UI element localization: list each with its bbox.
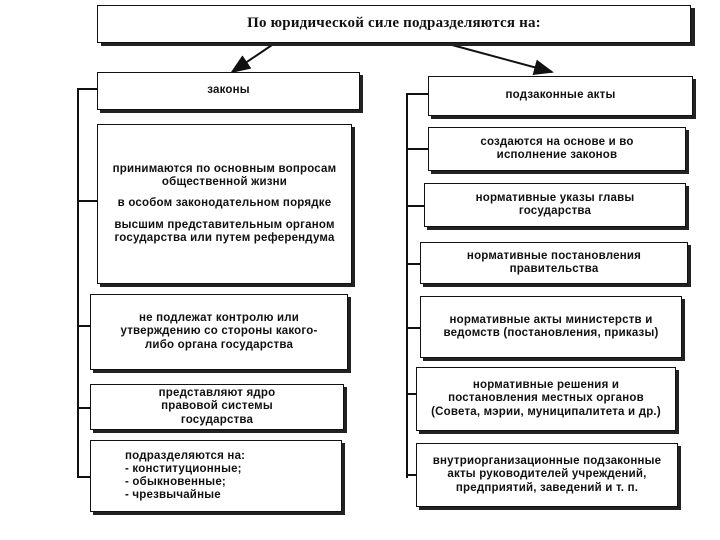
bylaws-header-text: подзаконные акты <box>505 89 616 102</box>
bylaws-item-2-box <box>424 183 686 227</box>
bylaws-item-4-box <box>420 296 682 358</box>
laws-types-intro: подразделяются на: <box>125 449 246 462</box>
laws-not-controlled-text: не подлежат контролю или утверждению со стороны какого-либо органа государства <box>120 312 318 351</box>
diagram-title-text: По юридической силе подразделяются на: <box>247 15 541 32</box>
laws-type-emergency: - чрезвычайные <box>125 489 221 502</box>
laws-header-text: законы <box>207 84 250 97</box>
bylaws-item-2-text: нормативные указы главы государства <box>475 191 635 217</box>
laws-type-ordinary: - обыкновенные; <box>125 476 226 488</box>
arrow-to-bylaws <box>452 45 552 72</box>
laws-type-constitutional: - конституционные; <box>125 462 242 475</box>
laws-characteristic-2: в особом законодательном порядке <box>117 197 332 210</box>
bylaws-header-box <box>428 76 693 116</box>
bylaws-item-3-box <box>420 242 688 284</box>
bylaws-item-6-text: внутриорганизационные подзаконные акты руководителей учреждений, предприятий, заведений и т. п. <box>432 455 662 494</box>
bylaws-item-1-text: создаются на основе и во исполнение законов <box>480 135 634 161</box>
bylaws-item-5-box <box>416 367 676 431</box>
laws-core-text: представляют ядро правовой системы государства <box>158 387 276 426</box>
bylaws-item-5-text: нормативные решения и постановления местных органов (Совета, мэрии, муниципалитета и др.) <box>431 379 661 418</box>
diagram-title <box>97 5 691 43</box>
bylaws-item-3-text: нормативные постановления правительства <box>466 249 642 275</box>
laws-characteristics-box <box>97 124 352 284</box>
laws-header-box <box>97 72 360 110</box>
arrow-to-laws <box>232 45 272 72</box>
bylaws-item-6-box <box>416 443 678 507</box>
laws-core-box <box>90 384 344 430</box>
laws-not-controlled-box <box>90 294 348 370</box>
laws-characteristic-1: принимаются по основным вопросам общественной жизни <box>112 162 337 189</box>
bylaws-item-4-text: нормативные акты министерств и ведомств (постановления, приказы) <box>443 313 659 339</box>
laws-characteristic-3: высшим представительным органом государства или путем референдума <box>114 218 335 244</box>
bylaws-item-1-box <box>428 127 686 171</box>
laws-types-box <box>90 440 342 512</box>
